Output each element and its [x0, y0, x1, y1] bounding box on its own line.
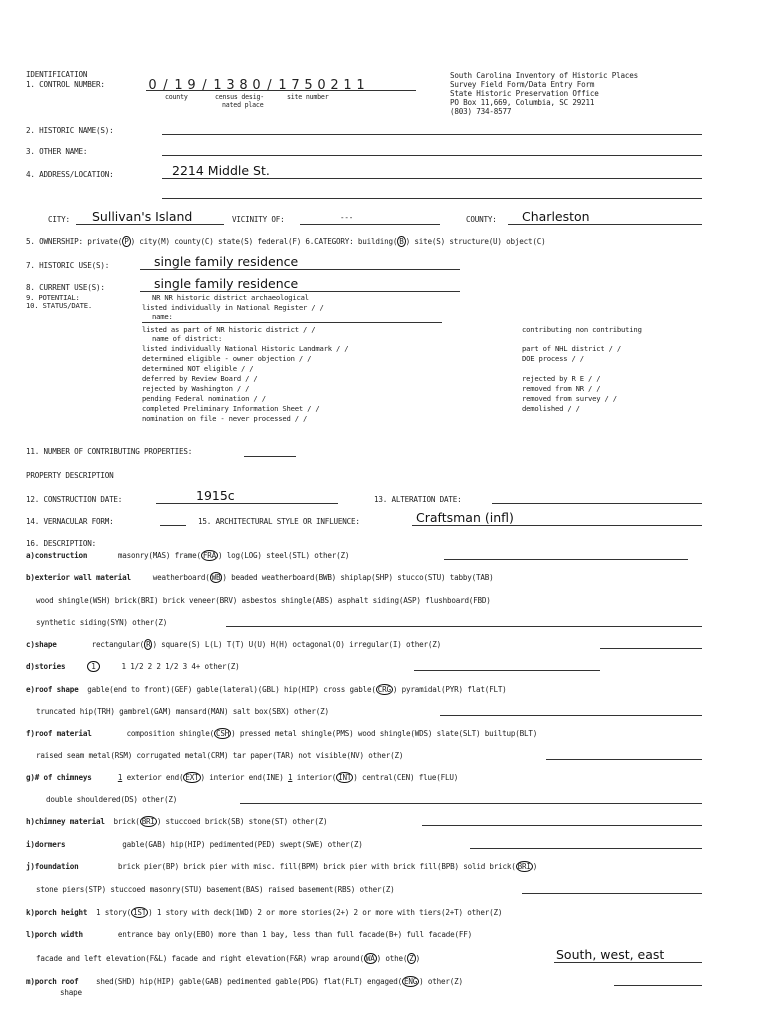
historic-name-label: 2. HISTORIC NAME(S):: [26, 126, 114, 135]
agency-line: Survey Field Form/Data Entry Form: [450, 80, 595, 89]
control-number-label: 1. CONTROL NUMBER:: [26, 80, 105, 89]
shape-row: [26, 640, 441, 649]
row-label: e)roof shape: [26, 685, 79, 694]
other-line: [414, 670, 600, 671]
census-caption-2: nated place: [222, 101, 264, 109]
vicinity-value: ---: [340, 213, 354, 222]
foundation-row: [26, 862, 537, 871]
vernacular-line: [160, 525, 186, 526]
roof-shape-row: [26, 685, 507, 694]
status-right-item: demolished / /: [522, 404, 580, 413]
row-label: g)# of chimneys: [26, 773, 92, 782]
control-number-underline: [146, 90, 416, 91]
ownership-text: 5. OWNERSHIP: private(: [26, 237, 123, 246]
row-text: ) beaded weatherboard(BWB) shiplap(SHP) stucco(STU) tabby(TAB): [222, 573, 494, 582]
row-text: ): [415, 954, 420, 963]
status-item: determined eligible - owner objection / /: [142, 354, 312, 363]
row-label: h)chimney material: [26, 817, 105, 826]
census-caption: census desig-: [215, 93, 265, 101]
row-label: d)stories: [26, 662, 66, 671]
circled-choice: BRI: [517, 862, 531, 871]
control-digit: 5: [304, 78, 313, 93]
other-line: [440, 715, 702, 716]
contributing-line: [244, 456, 296, 457]
county-label: COUNTY:: [466, 215, 497, 224]
row-text: brick(: [113, 817, 140, 826]
row-label: j)foundation: [26, 862, 79, 871]
status-item: completed Preliminary Information Sheet / /: [142, 404, 320, 413]
control-digit: 0: [252, 78, 261, 93]
status-item: name of district:: [152, 334, 223, 343]
city-line: [76, 224, 224, 225]
status-right-item: contributing non contributing: [522, 325, 642, 334]
row-text: ) other(Z): [419, 977, 463, 986]
other-line: [240, 803, 702, 804]
other-line: [522, 893, 702, 894]
status-item: deferred by Review Board / /: [142, 374, 258, 383]
city-value: Sullivan's Island: [92, 209, 193, 224]
other-line: [444, 559, 688, 560]
row-text: masonry(MAS) frame(: [117, 551, 201, 560]
row-text: interior(: [296, 773, 337, 782]
property-description-heading: PROPERTY DESCRIPTION: [26, 471, 114, 480]
row-text: 1 1/2 2 2 1/2 3 4+ other(Z): [121, 662, 240, 671]
agency-line: State Historic Preservation Office: [450, 89, 599, 98]
current-use-value: single family residence: [154, 276, 299, 291]
other-line: [600, 648, 702, 649]
circled-choice: WA: [365, 954, 375, 963]
vernacular-label: 14. VERNACULAR FORM:: [26, 517, 114, 526]
potential-label: 9. POTENTIAL:: [26, 293, 80, 302]
status-right-item: removed from survey / /: [522, 394, 617, 403]
other-line: [554, 962, 702, 963]
vicinity-label: VICINITY OF:: [232, 215, 285, 224]
construction-line: [156, 503, 338, 504]
stories-row: [26, 662, 240, 671]
row-text: exterior end(: [126, 773, 184, 782]
row-text: ) pressed metal shingle(PMS) wood shingle(WDS) slate(SLT) builtup(BLT): [231, 729, 538, 738]
row-label: m)porch roof: [26, 977, 79, 986]
historic-use-label: 7. HISTORIC USE(S):: [26, 261, 110, 270]
status-item: pending Federal nomination / /: [142, 394, 266, 403]
control-digit: 1: [278, 78, 287, 93]
other-name-label: 3. OTHER NAME:: [26, 147, 88, 156]
status-item: rejected by Washington / /: [142, 384, 250, 393]
status-item: listed as part of NR historic district / /: [142, 325, 316, 334]
circled-choice: R: [146, 640, 151, 649]
other-line: [546, 759, 702, 760]
status-right-item: removed from NR / /: [522, 384, 601, 393]
category-circled: B: [399, 237, 404, 246]
construction-row: [26, 551, 349, 560]
historic-use-line: [140, 269, 460, 270]
chimney-count: 1: [117, 773, 123, 782]
county-caption: county: [165, 93, 188, 101]
ownership-circled: P: [124, 237, 129, 246]
circled-choice: FRA: [202, 551, 217, 560]
exterior-wall-row-3: synthetic siding(SYN) other(Z): [36, 618, 168, 627]
chimneys-row: [26, 773, 458, 782]
site-caption: site number: [287, 93, 329, 101]
alteration-line: [492, 503, 702, 504]
ownership-text-3: ) site(S) structure(U) object(C): [405, 237, 546, 246]
city-label: CITY:: [48, 215, 70, 224]
exterior-wall-row-2: wood shingle(WSH) brick(BRI) brick veneer(BRV) asbestos shingle(ABS) asphalt siding(ASP) flushboard(FBD): [36, 596, 491, 605]
row-label: c)shape: [26, 640, 57, 649]
row-label: f)roof material: [26, 729, 92, 738]
description-label: 16. DESCRIPTION:: [26, 539, 96, 548]
row-text: 1 story(: [95, 908, 131, 917]
identification-heading: IDENTIFICATION: [26, 70, 88, 79]
other-line: [422, 825, 702, 826]
control-digit: 1: [213, 78, 222, 93]
control-digit: 0: [317, 78, 326, 93]
row-text: ) square(S) L(L) T(T) U(U) H(H) octagonal(O) irregular(I) other(Z): [152, 640, 441, 649]
ownership-text-2: ) city(M) county(C) state(S) federal(F) 6.CATEGORY: building(: [130, 237, 398, 246]
status-item: nomination on file - never processed / /: [142, 414, 308, 423]
address-line-2: [162, 198, 702, 199]
control-digit: 2: [330, 78, 339, 93]
status-right-item: part of NHL district / /: [522, 344, 622, 353]
contributing-properties-label: 11. NUMBER OF CONTRIBUTING PROPERTIES:: [26, 447, 193, 456]
circled-choice: EXT: [185, 773, 199, 782]
roof-material-row-2: raised seam metal(RSM) corrugated metal(CRM) tar paper(TAR) not visible(NV) other(Z): [36, 751, 404, 760]
control-digit: /: [267, 78, 272, 93]
row-label: i)dormers: [26, 840, 66, 849]
other-line: [226, 626, 702, 627]
circled-choice: CRG: [377, 685, 391, 694]
status-right-item: DOE process / /: [522, 354, 584, 363]
control-digit: 1: [343, 78, 352, 93]
circled-choice: INT: [338, 773, 352, 782]
address-label: 4. ADDRESS/LOCATION:: [26, 170, 114, 179]
current-use-label: 8. CURRENT USE(S):: [26, 283, 105, 292]
row-text: gable(GAB) hip(HIP) pedimented(PED) swept(SWE) other(Z): [122, 840, 363, 849]
roof-shape-row-2: truncated hip(TRH) gambrel(GAM) mansard(MAN) salt box(SBX) other(Z): [36, 707, 329, 716]
circled-choice: CSH: [216, 729, 230, 738]
row-text: rectangular(: [91, 640, 145, 649]
vicinity-line: [300, 224, 440, 225]
agency-line: (803) 734-8577: [450, 107, 512, 116]
control-digit: 7: [291, 78, 300, 93]
other-line: [614, 985, 702, 986]
circled-choice: WB: [211, 573, 221, 582]
row-text: ) 1 story with deck(1WD) 2 or more stories(2+) 2 or more with tiers(2+T) other(Z): [148, 908, 503, 917]
porch-width-row-2: [36, 954, 420, 963]
dormers-row: [26, 840, 363, 849]
row-text: shed(SHD) hip(HIP) gable(GAB) pedimented gable(PDG) flat(FLT) engaged(: [95, 977, 402, 986]
address-value: 2214 Middle St.: [172, 163, 270, 178]
porch-roof-row: [26, 977, 463, 986]
control-digit: 1: [174, 78, 183, 93]
row-text: ): [532, 862, 538, 871]
row-text: ) pyramidal(PYR) flat(FLT): [392, 685, 507, 694]
alteration-label: 13. ALTERATION DATE:: [374, 495, 462, 504]
porch-roof-row-2: shape: [60, 988, 82, 997]
row-label: k)porch height: [26, 908, 88, 917]
agency-line: PO Box 11,669, Columbia, SC 29211: [450, 98, 595, 107]
address-line: [162, 178, 702, 179]
county-line: [508, 224, 702, 225]
row-label: l)porch width: [26, 930, 83, 939]
other-line: [470, 848, 702, 849]
construction-label: 12. CONSTRUCTION DATE:: [26, 495, 123, 504]
circled-choice: 1ST: [132, 908, 147, 917]
row-label: a)construction: [26, 551, 88, 560]
row-text: brick pier(BP) brick pier with misc. fill(BPM) brick pier with brick fill(BPB) solid brick(: [117, 862, 516, 871]
foundation-row-2: stone piers(STP) stuccoed masonry(STU) basement(BAS) raised basement(RBS) other(Z): [36, 885, 395, 894]
control-digit: 1: [356, 78, 365, 93]
status-label: 10. STATUS/DATE.: [26, 301, 93, 310]
row-text: ) central(CEN) flue(FLU): [353, 773, 459, 782]
status-item: determined NOT eligible / /: [142, 364, 254, 373]
chimneys-row-2: double shouldered(DS) other(Z): [46, 795, 178, 804]
row-text: ) interior end(INE): [200, 773, 284, 782]
historic-use-value: single family residence: [154, 254, 299, 269]
circled-choice: BRI: [141, 817, 155, 826]
style-label: 15. ARCHITECTURAL STYLE OR INFLUENCE:: [198, 517, 360, 526]
ownership-row: [26, 237, 546, 246]
row-text: entrance bay only(EBO) more than 1 bay, less than full facade(B+) full facade(FF): [117, 930, 472, 939]
status-item: listed individually in National Register / /: [142, 303, 324, 312]
status-item: name:: [152, 312, 173, 321]
porch-width-other-value: South, west, east: [556, 947, 665, 962]
current-use-line: [140, 291, 460, 292]
control-digit: 9: [187, 78, 196, 93]
row-text: gable(end to front)(GEF) gable(lateral)(GBL) hip(HIP) cross gable(: [87, 685, 376, 694]
chimney-count: 1: [287, 773, 293, 782]
status-item: listed individually National Historic Landmark / /: [142, 344, 349, 353]
potential-options: NR NR historic district archaeological: [152, 293, 309, 302]
chimney-material-row: [26, 817, 327, 826]
other-name-line: [162, 155, 702, 156]
roof-material-row: [26, 729, 537, 738]
style-value: Craftsman (infl): [416, 510, 514, 525]
control-digit: /: [163, 78, 168, 93]
county-value: Charleston: [522, 209, 590, 224]
control-digit: 0: [148, 78, 157, 93]
circled-choice: ENG: [404, 977, 418, 986]
row-text: ) stuccoed brick(SB) stone(ST) other(Z): [156, 817, 328, 826]
status-right-item: rejected by R E / /: [522, 374, 601, 383]
control-digit: 8: [239, 78, 248, 93]
row-text: weatherboard(: [152, 573, 210, 582]
agency-line: South Carolina Inventory of Historic Places: [450, 71, 638, 80]
row-text: composition shingle(: [126, 729, 214, 738]
row-text: facade and left elevation(F&L) facade and right elevation(F&R) wrap around(: [36, 954, 364, 963]
circled-choice: 1: [87, 661, 99, 672]
status-divider: [142, 322, 442, 323]
control-digit: /: [202, 78, 207, 93]
porch-width-row: [26, 930, 472, 939]
row-text: ) othe(: [376, 954, 408, 963]
row-label: b)exterior wall material: [26, 573, 131, 582]
row-text: ) log(LOG) steel(STL) other(Z): [218, 551, 350, 560]
exterior-wall-row: [26, 573, 493, 582]
style-line: [412, 525, 702, 526]
circled-choice: Z: [409, 954, 414, 963]
historic-name-line: [162, 134, 702, 135]
construction-value: 1915c: [196, 488, 235, 503]
control-digit: 3: [226, 78, 235, 93]
porch-height-row: [26, 908, 502, 917]
